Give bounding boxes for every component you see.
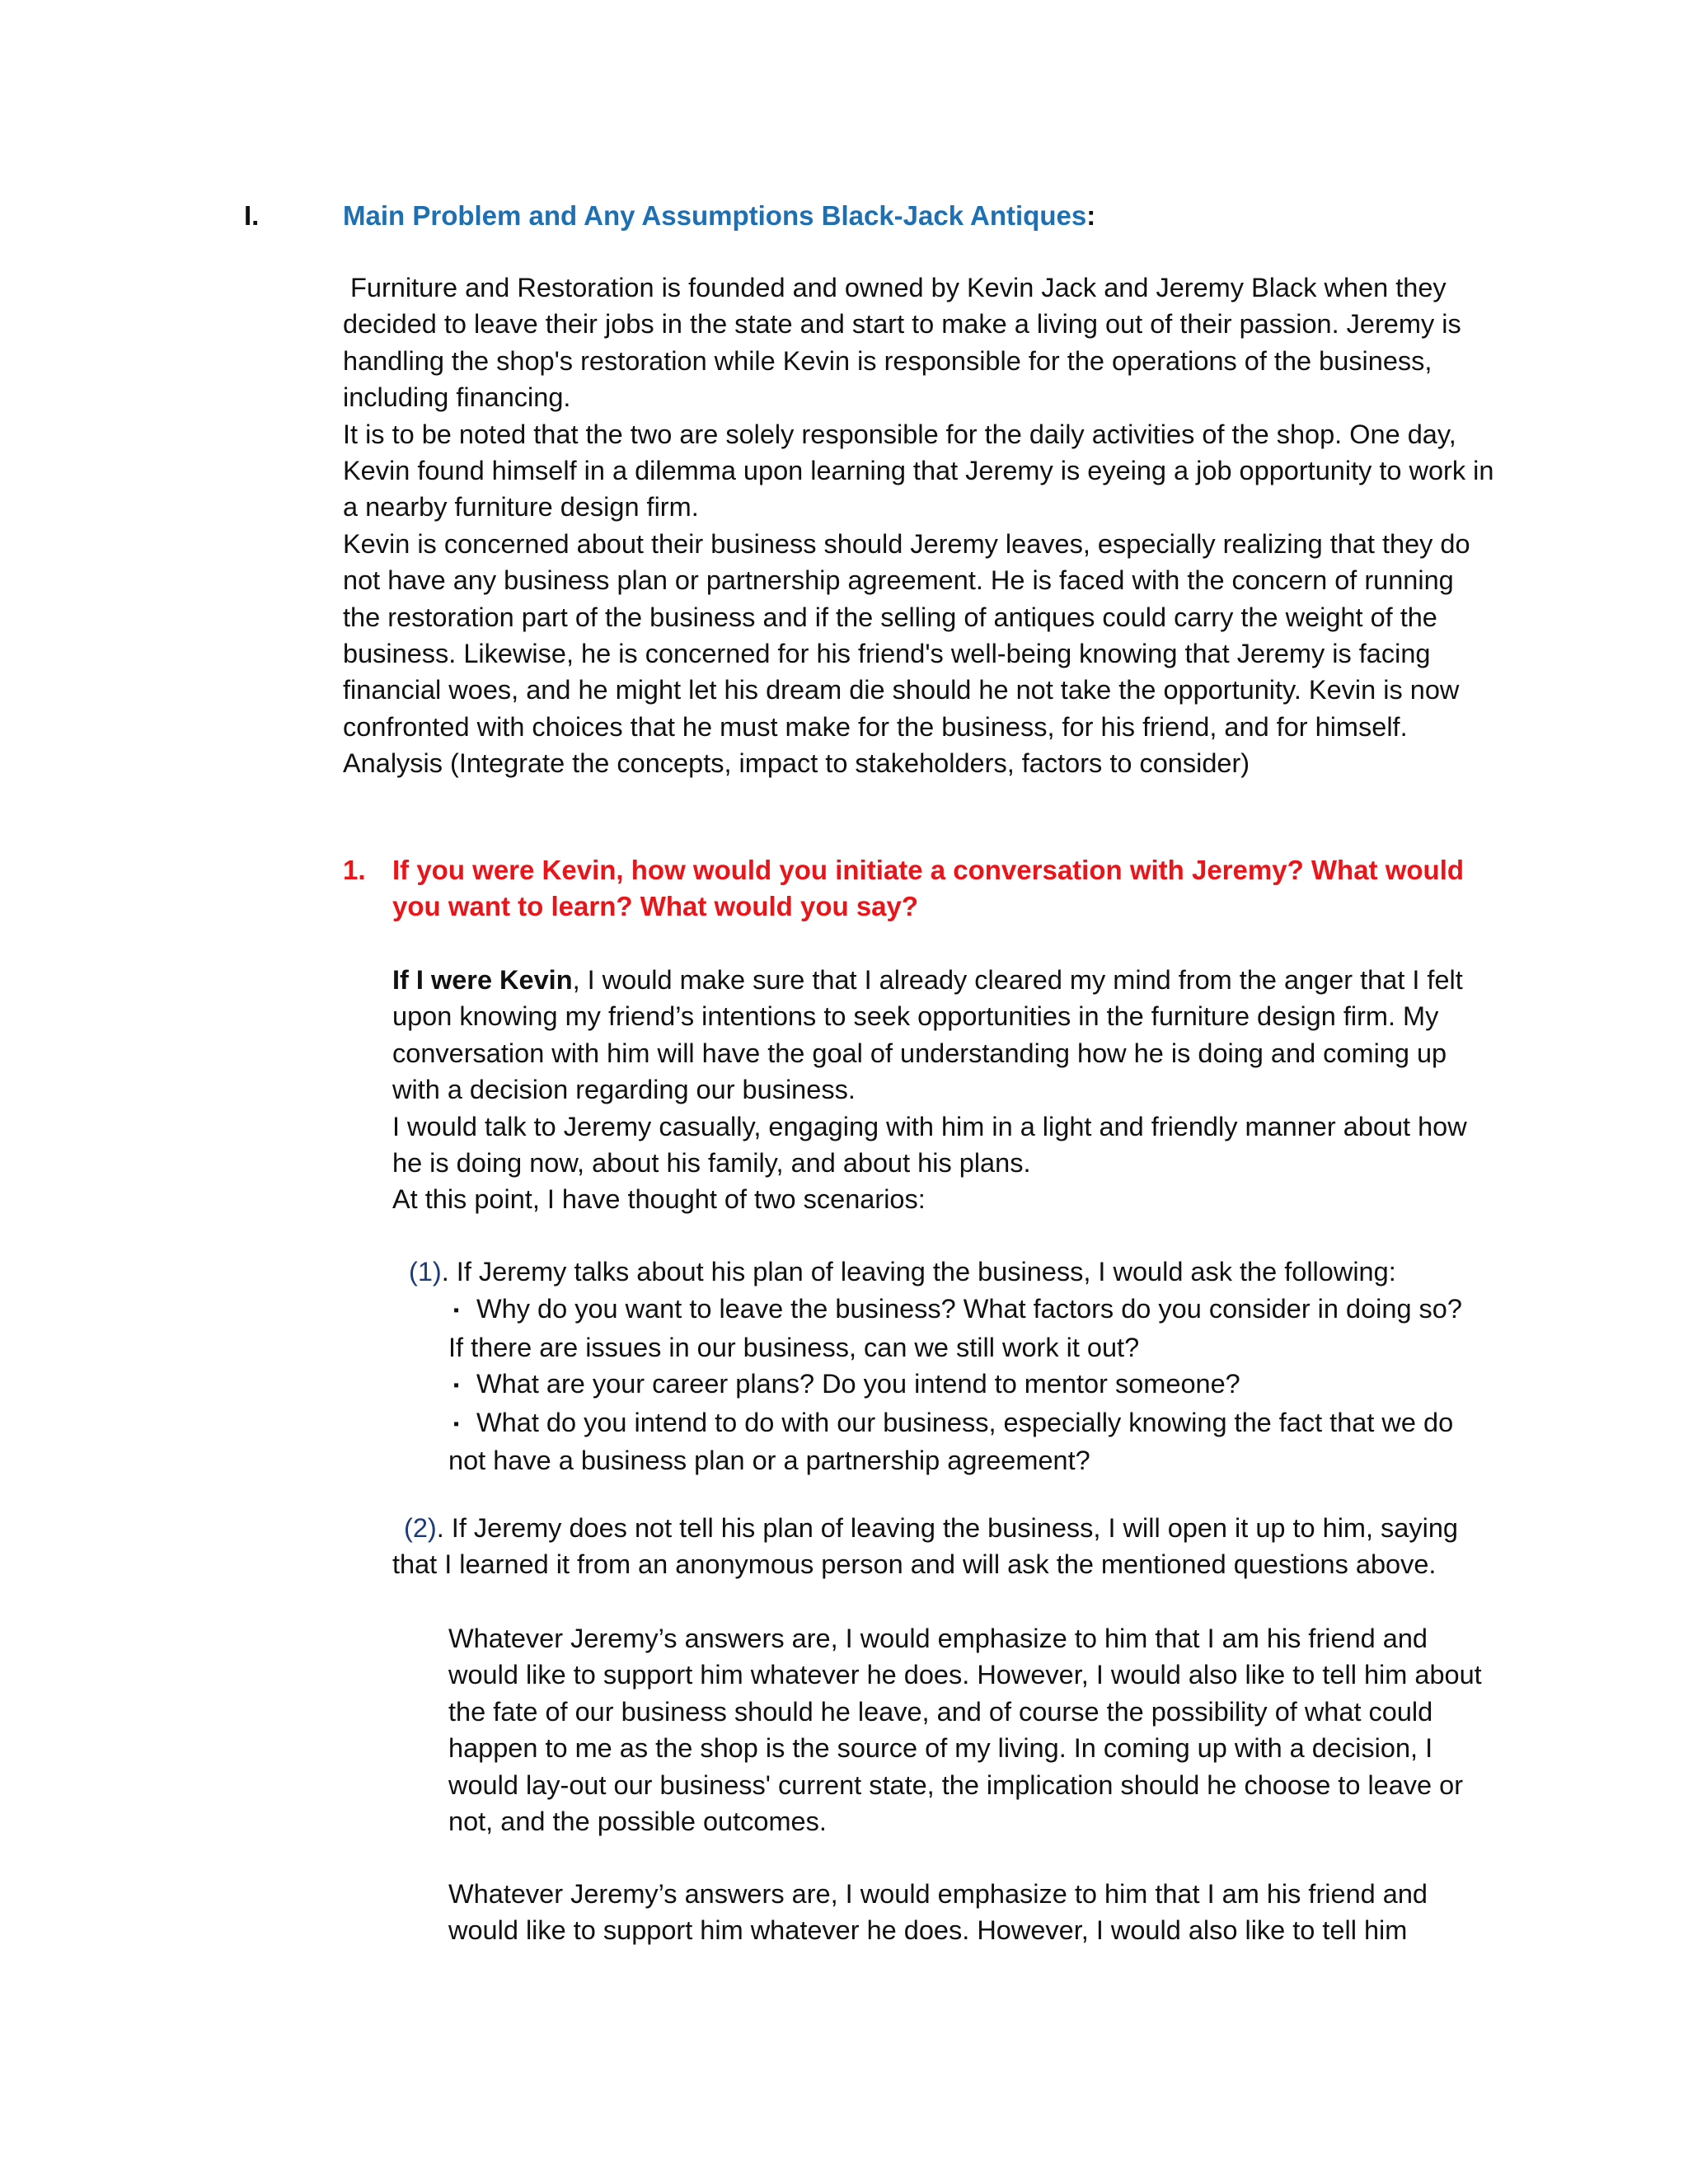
answer-lead-bold: If I were Kevin: [392, 965, 573, 995]
list-item: [448, 1291, 1479, 1366]
intro-paragraph: Kevin is concerned about their business should Jeremy leaves, especially realizing that they do not have any business plan or partnership agreement. He is faced with the concern of running the restoration part of the business and if the selling of antiques could carry the weight of the business. Likewise, he is concerned for his friend's well-being knowing that Jeremy is facing financial woes, and he might let his dream die should he not take the opportunity. Kevin is now confronted with choices that he must make for the business, for his friend, and for himself.: [343, 528, 1470, 742]
scenario-1-number: (1): [409, 1257, 442, 1286]
question-text: If you were Kevin, how would you initiate a conversation with Jeremy? What would you want to learn? What would you say?: [392, 855, 1465, 922]
intro-paragraph: It is to be noted that the two are solely responsible for the daily activities of the shop. One day, Kevin found himself in a dilemma upon learning that Jeremy is eyeing a job opportunity to work in a nearby furniture design firm.: [343, 419, 1494, 523]
answer-paragraph: At this point, I have thought of two scenarios:: [392, 1184, 926, 1215]
scenario-2-number: (2): [404, 1513, 437, 1543]
answer-block: [392, 962, 1497, 1218]
square-bullet-icon: ▪: [453, 1376, 460, 1395]
scenario-1: [409, 1254, 1497, 1290]
analysis-line: Analysis (Integrate the concepts, impact to stakeholders, factors to consider): [343, 748, 1250, 779]
scenario-2-text: . If Jeremy does not tell his plan of leaving the business, I will open it up to him, saying that I learned it from an anonymous person and will ask the mentioned questions above.: [392, 1513, 1459, 1580]
list-item-text: What are your career plans? Do you intend to mentor someone?: [476, 1369, 1240, 1399]
scenario-1-text: . If Jeremy talks about his plan of leaving the business, I would ask the following:: [441, 1257, 1396, 1286]
intro-paragraph: Furniture and Restoration is founded and owned by Kevin Jack and Jeremy Black when they decided to leave their jobs in the state and start to make a living out of their passion. Jeremy is handling the shop's restoration while Kevin is responsible for the operations of the business, including financing.: [343, 273, 1469, 413]
list-item: [448, 1404, 1479, 1479]
scenario-2: [392, 1510, 1497, 1583]
closing-text: Whatever Jeremy’s answers are, I would emphasize to him that I am his friend and would like to support him whatever he does. However, I would also like to tell him: [448, 1879, 1428, 1946]
scenario-2-paragraph: [392, 1510, 1497, 1583]
closing-text: Whatever Jeremy’s answers are, I would emphasize to him that I am his friend and would like to support him whatever he does. However, I would also like to tell him about the fate of our business should he leave, and of course the possibility of what could happen to me as the shop is the source of my living. In coming up with a decision, I would lay-out our business' current state, the implication should he choose to leave or not, and the possible outcomes.: [448, 1624, 1482, 1837]
intro-block: [343, 269, 1497, 782]
list-item-text: What do you intend to do with our business, especially knowing the fact that we do not have a business plan or a partnership agreement?: [448, 1407, 1454, 1476]
answer-paragraph: [392, 962, 1497, 1108]
closing-paragraph-2: [448, 1876, 1489, 1949]
section-title: Main Problem and Any Assumptions Black-Jack Antiques: [343, 200, 1087, 231]
closing-paragraph-1: [448, 1620, 1489, 1840]
answer-paragraph: I would talk to Jeremy casually, engaging with him in a light and friendly manner about how he is doing now, about his family, and about his plans.: [392, 1111, 1467, 1179]
list-item-text: Why do you want to leave the business? What factors do you consider in doing so? If there are issues in our business, can we still work it out?: [448, 1294, 1462, 1362]
section-title-line: [343, 198, 1095, 234]
question-1: [343, 852, 1497, 926]
square-bullet-icon: ▪: [453, 1414, 460, 1433]
scenario-1-line: [409, 1254, 1497, 1290]
square-bullet-icon: ▪: [453, 1301, 460, 1320]
section-title-colon: :: [1086, 200, 1096, 231]
list-item: [448, 1366, 1479, 1404]
section-numeral: I.: [244, 200, 260, 231]
question-number: 1.: [343, 855, 366, 885]
question-bullet-list: [448, 1291, 1479, 1479]
answer-lead-rest: , I would make sure that I already cleared my mind from the anger that I felt upon knowing my friend’s intentions to seek opportunities in the furniture design firm. My conversation with him will have the goal of understanding how he is doing and coming up with a decision regarding our business.: [392, 965, 1463, 1105]
